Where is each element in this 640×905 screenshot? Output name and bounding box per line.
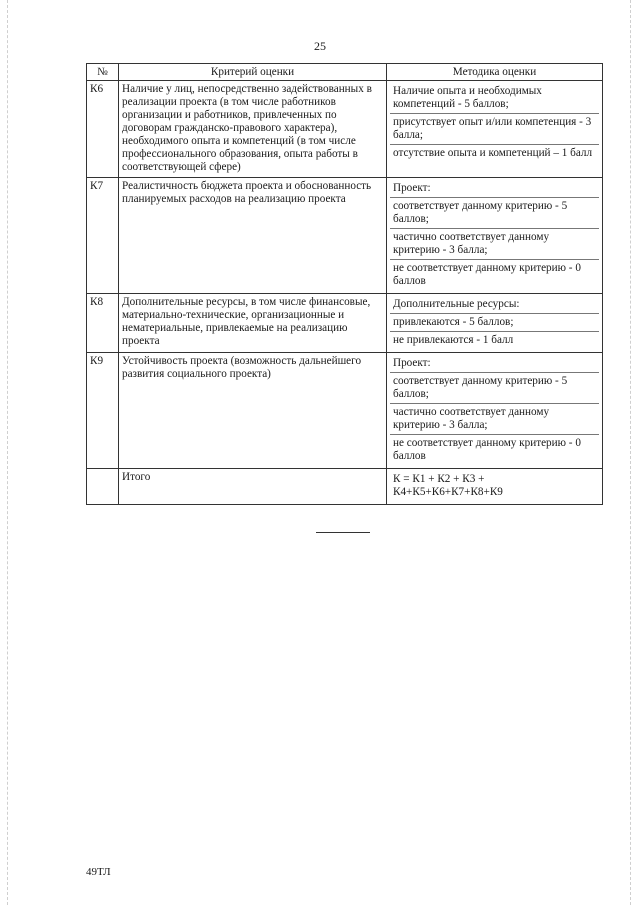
method-item: отсутствие опыта и компетенций – 1 балл [390,144,599,162]
table-row [87,294,603,353]
row-code: К7 [87,178,119,294]
method-item: Наличие опыта и необходимых компетенций - 5 баллов; [393,85,542,110]
method-item: не соответствует данному критерию - 0 баллов [390,434,599,465]
method-item: соответствует данному критерию - 5 баллов; [390,372,599,403]
header-criterion: Критерий оценки [119,64,387,81]
method-item: не привлекаются - 1 балл [390,331,599,349]
page-number: 25 [314,39,326,53]
row-code: К6 [87,81,119,178]
row-criterion: Наличие у лиц, непосредственно задействованных в реализации проекта (в том числе работников организации и работников, привлеченных по договорам гражданско-правового характера), необходимого опыта и компетенций (в том числе профессионального образования, опыта работы в соответствующей сфере) [119,81,387,178]
total-formula: К = К1 + К2 + К3 + К4+К5+К6+К7+К8+К9 [393,473,503,498]
table-header-row [87,64,603,81]
row-code: К9 [87,353,119,469]
criteria-table [86,63,603,505]
row-criterion: Дополнительные ресурсы, в том числе финансовые, материально-технические, организационные и нематериальные, привлекаемые на реализацию проекта [119,294,387,353]
header-method: Методика оценки [387,64,603,81]
total-row [87,469,603,505]
row-criterion: Устойчивость проекта (возможность дальнейшего развития социального проекта) [119,353,387,469]
row-criterion: Реалистичность бюджета проекта и обоснованность планируемых расходов на реализацию проекта [119,178,387,294]
method-item: соответствует данному критерию - 5 баллов; [390,197,599,228]
table-row [87,81,603,178]
footer-code: 49ТЛ [86,866,111,878]
total-formula-cell [387,469,603,505]
row-method [387,294,603,353]
method-item: не соответствует данному критерию - 0 баллов [390,259,599,290]
total-label: Итого [119,469,387,505]
row-method [387,353,603,469]
row-code: К8 [87,294,119,353]
method-item: Проект: [393,182,431,194]
table-row [87,178,603,294]
row-method [387,81,603,178]
row-code [87,469,119,505]
method-item: привлекаются - 5 баллов; [390,313,599,331]
row-method [387,178,603,294]
method-item: Дополнительные ресурсы: [393,298,520,310]
table-row [87,353,603,469]
header-number: № [87,64,119,81]
left-page-edge [7,0,8,905]
method-item: Проект: [393,357,431,369]
method-item: частично соответствует данному критерию - 3 балла; [390,228,599,259]
end-rule [316,532,370,533]
right-page-edge [630,0,631,905]
method-item: присутствует опыт и/или компетенция - 3 балла; [390,113,599,144]
method-item: частично соответствует данному критерию - 3 балла; [390,403,599,434]
